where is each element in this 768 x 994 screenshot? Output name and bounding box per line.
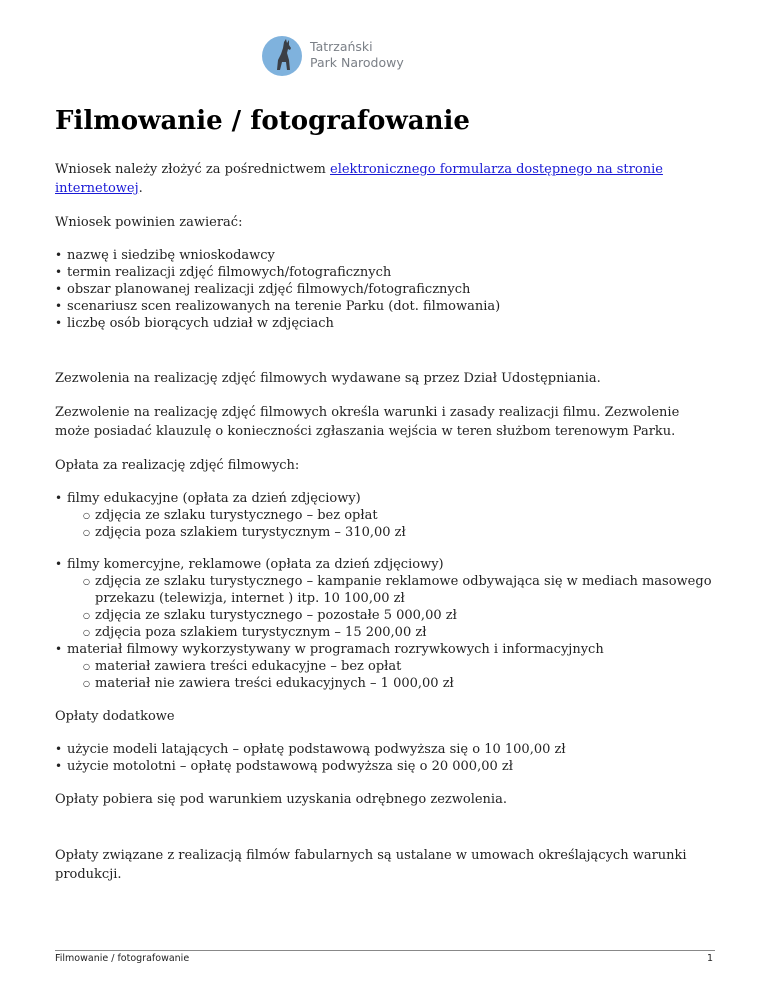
list-item: ○ materiał nie zawiera treści edukacyjnych – 1 000,00 zł [83,675,715,692]
park-logo [262,36,412,80]
extra-list [55,741,715,775]
list-item: ○ zdjęcia ze szlaku turystycznego – kampanie reklamowe odbywająca się w mediach masowego przekazu (telewizja, internet ) itp. 10 100,00 zł [83,573,715,607]
list-item: • scenariusz scen realizowanych na terenie Parku (dot. filmowania) [55,298,715,315]
list-item [55,556,715,641]
fees-commercial-sublist [67,573,715,641]
fees-commercial-list [55,556,715,692]
intro-end: . [138,181,143,196]
fees-edu-label: filmy edukacyjne (opłata za dzień zdjęciowy) [67,491,361,506]
logo-line-1: Tatrzański [310,39,373,54]
fees-material-sublist [67,658,715,692]
list-item: ○ zdjęcia ze szlaku turystycznego – pozostałe 5 000,00 zł [83,607,715,624]
footer-title: Filmowanie / fotografowanie [55,953,190,964]
logo-text [310,39,404,71]
list-item: ○ zdjęcia poza szlakiem turystycznym – 310,00 zł [83,524,715,541]
page-number: 1 [706,953,713,964]
list-item: • nazwę i siedzibę wnioskodawcy [55,247,715,264]
fees-heading: Opłata za realizację zdjęć filmowych: [55,458,300,473]
list-item [55,641,715,692]
fees-edu-list [55,490,715,541]
list-item [55,490,715,541]
list-item: ○ materiał zawiera treści edukacyjne – bez opłat [83,658,715,675]
chamois-icon [262,36,302,76]
list-item: ○ zdjęcia ze szlaku turystycznego – bez opłat [83,507,715,524]
list-item: • obszar planowanej realizacji zdjęć filmowych/fotograficznych [55,281,715,298]
intro-paragraph [55,160,715,198]
list-item: • użycie modeli latających – opłatę podstawową podwyższa się o 10 100,00 zł [55,741,715,758]
intro-text: Wniosek należy złożyć za pośrednictwem [55,162,330,177]
extra-permit-paragraph: Opłaty pobiera się pod warunkiem uzyskania odrębnego zezwolenia. [55,792,507,807]
logo-line-2: Park Narodowy [310,55,404,70]
content-heading: Wniosek powinien zawierać: [55,215,243,230]
permits-paragraph: Zezwolenia na realizację zdjęć filmowych wydawane są przez Dział Udostępniania. [55,371,601,386]
document-body [55,104,715,899]
page-title: Filmowanie / fotografowanie [55,106,470,136]
fees-material-label: materiał filmowy wykorzystywany w programach rozrywkowych i informacyjnych [67,642,604,657]
list-item: • liczbę osób biorących udział w zdjęciach [55,315,715,332]
feature-films-paragraph: Opłaty związane z realizacją filmów fabularnych są ustalane w umowach określających warunki produkcji. [55,848,687,882]
fees-edu-sublist [67,507,715,541]
list-item: • użycie motolotni – opłatę podstawową podwyższa się o 20 000,00 zł [55,758,715,775]
fees-commercial-label: filmy komercyjne, reklamowe (opłata za dzień zdjęciowy) [67,557,444,572]
form-link[interactable]: elektronicznego formularza dostępnego na stronie internetowej [55,162,663,196]
list-item: • termin realizacji zdjęć filmowych/fotograficznych [55,264,715,281]
page-footer [55,950,715,964]
extra-heading: Opłaty dodatkowe [55,709,175,724]
list-item: ○ zdjęcia poza szlakiem turystycznym – 15 200,00 zł [83,624,715,641]
conditions-paragraph: Zezwolenie na realizację zdjęć filmowych określa warunki i zasady realizacji filmu. Zezwolenie może posiadać klauzulę o konieczności zgłaszania wejścia w teren służbom terenowym Parku. [55,405,680,439]
content-list [55,247,715,332]
